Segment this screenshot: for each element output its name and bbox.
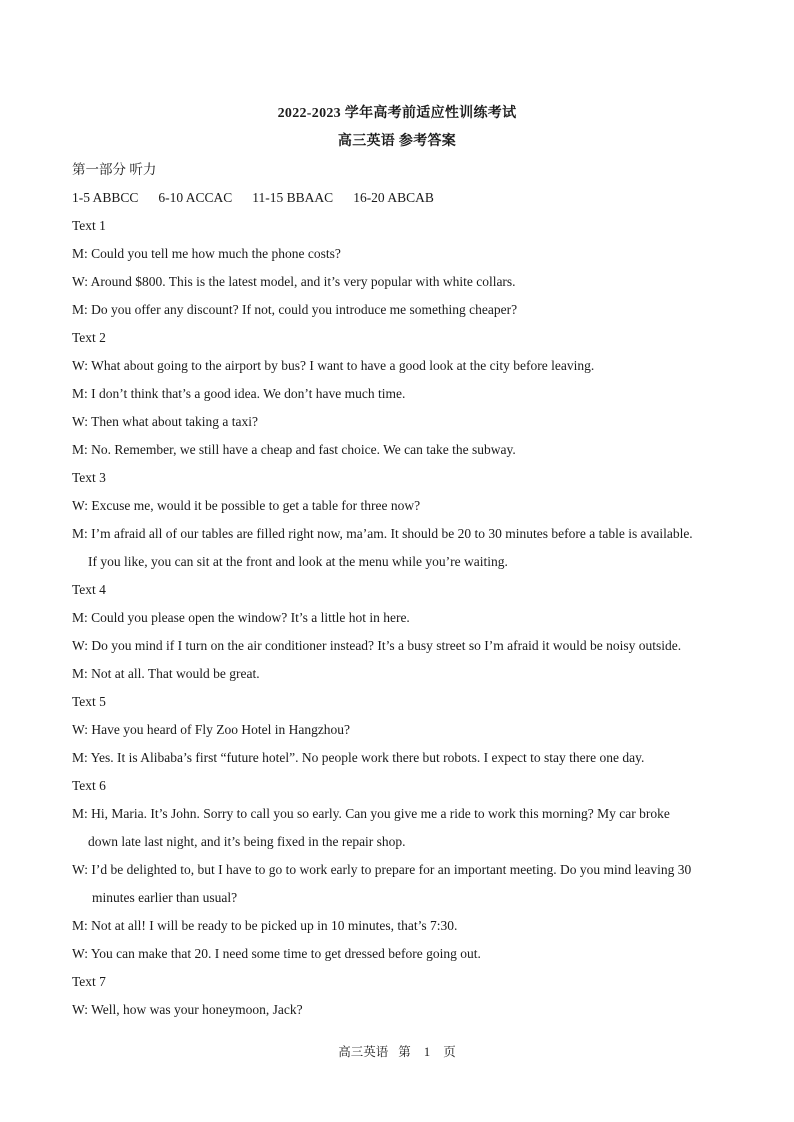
section-heading: 第一部分 听力 bbox=[72, 162, 157, 177]
text-heading: Text 2 bbox=[72, 330, 106, 345]
dialogue-line: M: Do you offer any discount? If not, could you introduce me something cheaper? bbox=[72, 302, 518, 317]
dialogue-line: M: I’m afraid all of our tables are filled right now, ma’am. It should be 20 to 30 minutes before a table is available. bbox=[72, 526, 693, 541]
text-heading: Text 6 bbox=[72, 778, 106, 793]
dialogue-line: W: Do you mind if I turn on the air conditioner instead? It’s a busy street so I’m afraid it would be noisy outside. bbox=[72, 638, 682, 653]
answer-group: 1-5 ABBCC bbox=[72, 190, 139, 205]
text-heading: Text 3 bbox=[72, 470, 106, 485]
dialogue-line: M: I don’t think that’s a good idea. We don’t have much time. bbox=[72, 386, 406, 401]
text-heading: Text 7 bbox=[72, 974, 106, 989]
footer-page-prefix: 第 bbox=[398, 1045, 411, 1059]
dialogue-line: W: Then what about taking a taxi? bbox=[72, 414, 258, 429]
text-heading: Text 1 bbox=[72, 218, 106, 233]
page-footer bbox=[0, 1042, 794, 1060]
dialogue-line-continued: If you like, you can sit at the front and look at the menu while you’re waiting. bbox=[88, 554, 508, 569]
dialogue-line: W: You can make that 20. I need some time to get dressed before going out. bbox=[72, 946, 481, 961]
text-heading: Text 4 bbox=[72, 582, 106, 597]
dialogue-line: M: Could you please open the window? It’s a little hot in here. bbox=[72, 610, 410, 625]
dialogue-line: W: Excuse me, would it be possible to get a table for three now? bbox=[72, 498, 421, 513]
dialogue-line: M: Not at all. That would be great. bbox=[72, 666, 260, 681]
dialogue-line: W: Have you heard of Fly Zoo Hotel in Hangzhou? bbox=[72, 722, 351, 737]
dialogue-line: M: No. Remember, we still have a cheap and fast choice. We can take the subway. bbox=[72, 442, 516, 457]
footer-page-number: 1 bbox=[423, 1045, 431, 1059]
dialogue-line-continued: minutes earlier than usual? bbox=[92, 890, 238, 905]
dialogue-line-continued: down late last night, and it’s being fixed in the repair shop. bbox=[88, 834, 406, 849]
dialogue-line: M: Yes. It is Alibaba’s first “future hotel”. No people work there but robots. I expect to stay there one day. bbox=[72, 750, 645, 765]
dialogue-line: M: Hi, Maria. It’s John. Sorry to call you so early. Can you give me a ride to work this morning? My car broke bbox=[72, 806, 670, 821]
answer-group: 6-10 ACCAC bbox=[158, 190, 233, 205]
dialogue-line: W: Around $800. This is the latest model, and it’s very popular with white collars. bbox=[72, 274, 516, 289]
document-subtitle: 高三英语 参考答案 bbox=[337, 134, 457, 149]
answer-group: 16-20 ABCAB bbox=[353, 190, 434, 205]
answer-group: 11-15 BBAAC bbox=[252, 190, 334, 205]
answer-key-row bbox=[72, 184, 732, 212]
dialogue-line: M: Could you tell me how much the phone costs? bbox=[72, 246, 341, 261]
dialogue-line: W: I’d be delighted to, but I have to go to work early to prepare for an important meeting. Do you mind leaving 30 bbox=[72, 862, 692, 877]
document-title: 2022-2023 学年高考前适应性训练考试 bbox=[277, 106, 517, 121]
text-heading: Text 5 bbox=[72, 694, 106, 709]
document-body bbox=[72, 156, 732, 1024]
dialogue-line: W: What about going to the airport by bus? I want to have a good look at the city before leaving. bbox=[72, 358, 595, 373]
footer-subject: 高三英语 bbox=[338, 1045, 389, 1059]
footer-page-suffix: 页 bbox=[443, 1045, 456, 1059]
dialogue-line: M: Not at all! I will be ready to be picked up in 10 minutes, that’s 7:30. bbox=[72, 918, 458, 933]
dialogue-line: W: Well, how was your honeymoon, Jack? bbox=[72, 1002, 303, 1017]
